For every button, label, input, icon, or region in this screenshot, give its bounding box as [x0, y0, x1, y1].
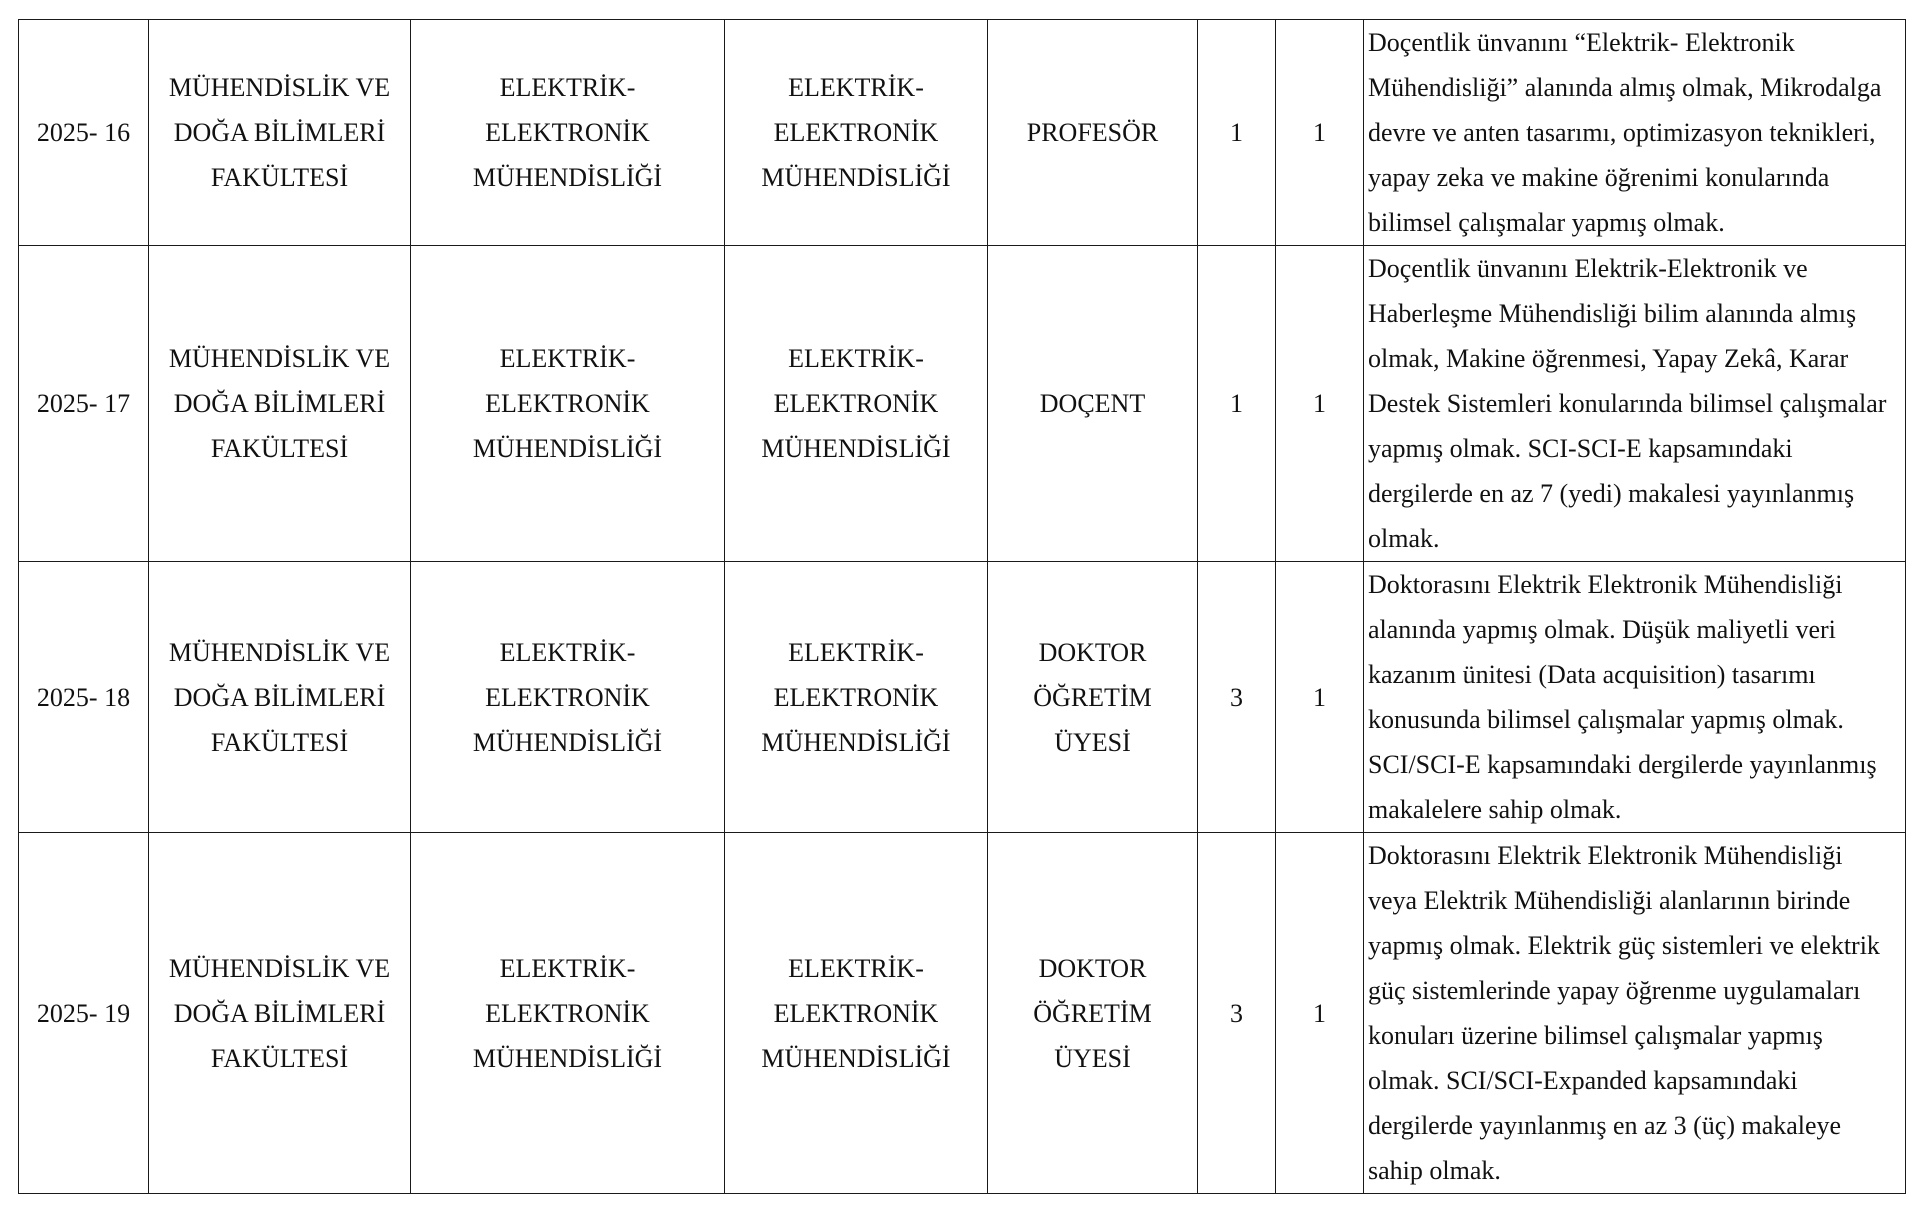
requirement-cell: Doçentlik ünvanını Elektrik-Elektronik ve Haberleşme Mühendisliği bilim alanında almış olmak, Makine öğrenmesi, Yapay Zekâ, Karar Destek Sistemleri konularında bilimsel çalışmalar yapmış olmak. SCI-SCI-E kapsamındaki dergilerde en az 7 (yedi) makalesi yayınlanmış olmak. [1364, 246, 1906, 562]
position-code-cell: 2025- 18 [19, 562, 149, 833]
count-cell: 1 [1276, 246, 1364, 562]
requirement-cell: Doçentlik ünvanını “Elektrik- Elektronik Mühendisliği” alanında almış olmak, Mikrodalga devre ve anten tasarımı, optimizasyon teknikleri, yapay zeka ve makine öğrenimi konularında bilimsel çalışmalar yapmış olmak. [1364, 20, 1906, 246]
table-row [19, 833, 1906, 1194]
table-row [19, 20, 1906, 246]
requirement-cell: Doktorasını Elektrik Elektronik Mühendisliği alanında yapmış olmak. Düşük maliyetli veri kazanım ünitesi (Data acquisition) tasarımı konusunda bilimsel çalışmalar yapmış olmak. SCI/SCI-E kapsamındaki dergilerde yayınlanmış makalelere sahip olmak. [1364, 562, 1906, 833]
program-cell: ELEKTRİK- ELEKTRONİK MÜHENDİSLİĞİ [725, 562, 988, 833]
count-cell: 1 [1198, 246, 1276, 562]
program-cell: ELEKTRİK- ELEKTRONİK MÜHENDİSLİĞİ [725, 246, 988, 562]
program-cell: ELEKTRİK- ELEKTRONİK MÜHENDİSLİĞİ [725, 20, 988, 246]
faculty-cell: MÜHENDİSLİK VE DOĞA BİLİMLERİ FAKÜLTESİ [149, 833, 411, 1194]
count-cell: 3 [1198, 833, 1276, 1194]
academic-title-cell: DOKTOR ÖĞRETİM ÜYESİ [988, 833, 1198, 1194]
position-code-cell: 2025- 17 [19, 246, 149, 562]
department-cell: ELEKTRİK- ELEKTRONİK MÜHENDİSLİĞİ [411, 562, 725, 833]
table-row [19, 246, 1906, 562]
faculty-cell: MÜHENDİSLİK VE DOĞA BİLİMLERİ FAKÜLTESİ [149, 20, 411, 246]
count-cell: 1 [1276, 562, 1364, 833]
academic-title-cell: DOKTOR ÖĞRETİM ÜYESİ [988, 562, 1198, 833]
department-cell: ELEKTRİK- ELEKTRONİK MÜHENDİSLİĞİ [411, 246, 725, 562]
count-cell: 1 [1276, 20, 1364, 246]
requirement-cell: Doktorasını Elektrik Elektronik Mühendisliği veya Elektrik Mühendisliği alanlarının birinde yapmış olmak. Elektrik güç sistemleri ve elektrik güç sistemlerinde yapay öğrenme uygulamaları konuları üzerine bilimsel çalışmalar yapmış olmak. SCI/SCI-Expanded kapsamındaki dergilerde yayınlanmış en az 3 (üç) makaleye sahip olmak. [1364, 833, 1906, 1194]
position-code-cell: 2025- 19 [19, 833, 149, 1194]
count-cell: 3 [1198, 562, 1276, 833]
program-cell: ELEKTRİK- ELEKTRONİK MÜHENDİSLİĞİ [725, 833, 988, 1194]
count-cell: 1 [1198, 20, 1276, 246]
position-code-cell: 2025- 16 [19, 20, 149, 246]
department-cell: ELEKTRİK- ELEKTRONİK MÜHENDİSLİĞİ [411, 20, 725, 246]
academic-title-cell: PROFESÖR [988, 20, 1198, 246]
academic-title-cell: DOÇENT [988, 246, 1198, 562]
table-row [19, 562, 1906, 833]
position-listing-table [18, 19, 1906, 1194]
count-cell: 1 [1276, 833, 1364, 1194]
faculty-cell: MÜHENDİSLİK VE DOĞA BİLİMLERİ FAKÜLTESİ [149, 246, 411, 562]
faculty-cell: MÜHENDİSLİK VE DOĞA BİLİMLERİ FAKÜLTESİ [149, 562, 411, 833]
department-cell: ELEKTRİK- ELEKTRONİK MÜHENDİSLİĞİ [411, 833, 725, 1194]
